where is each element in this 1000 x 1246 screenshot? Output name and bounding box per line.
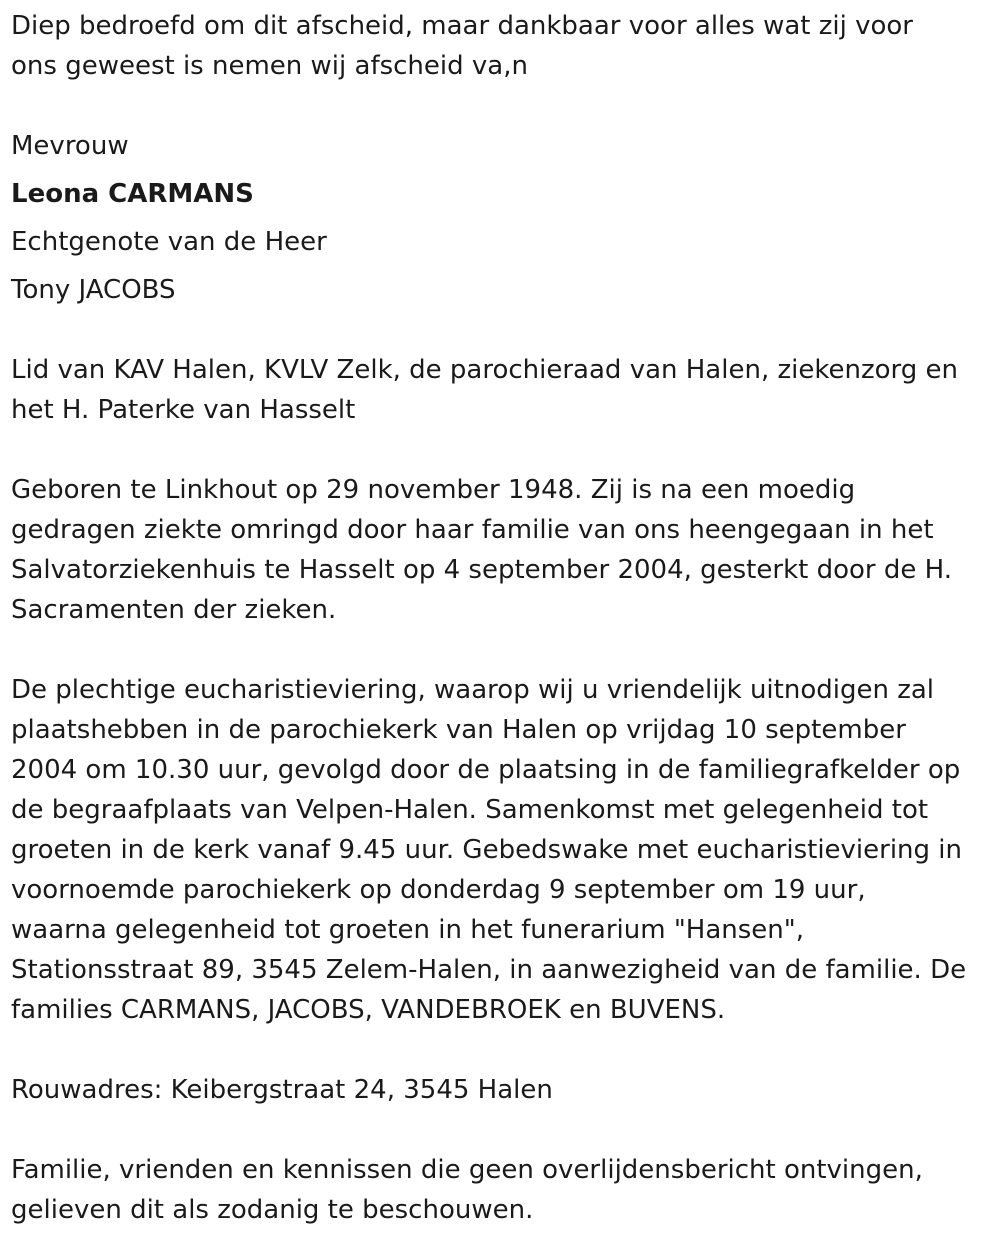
spouse-name: Tony JACOBS xyxy=(11,275,176,305)
spouse-relation: Echtgenote van de Heer xyxy=(11,227,327,257)
obituary-text xyxy=(11,6,991,1230)
ceremony-paragraph: De plechtige eucharistieviering, waarop wij u vriendelijk uitnodigen zal plaatshebben in de parochiekerk van Halen op vrijdag 10 september 2004 om 10.30 uur, gevolgd door de plaatsing in de familiegrafkelder op de begraafplaats van Velpen-Halen. Samenkomst met gelegenheid tot groeten in de kerk vanaf 9.45 uur. Gebedswake met eucharistieviering in voornoemde parochiekerk op donderdag 9 september om 19 uur, waarna gelegenheid tot groeten in het funerarium "Hansen", Stationsstraat 89, 3545 Zelem-Halen, in aanwezigheid van de familie. De families CARMANS, JACOBS, VANDEBROEK en BUVENS. xyxy=(11,675,967,1025)
deceased-name: Leona CARMANS xyxy=(11,179,254,209)
mourning-address: Rouwadres: Keibergstraat 24, 3545 Halen xyxy=(11,1075,553,1105)
intro-paragraph: Diep bedroefd om dit afscheid, maar dankbaar voor alles wat zij voor ons geweest is nemen wij afscheid va,n xyxy=(11,11,913,81)
deceased-title: Mevrouw xyxy=(11,131,129,161)
birth-death-paragraph: Geboren te Linkhout op 29 november 1948. Zij is na een moedig gedragen ziekte omringd door haar familie van ons heengegaan in het Salvatorziekenhuis te Hasselt op 4 september 2004, gesterkt door de H. Sacramenten der zieken. xyxy=(11,475,952,625)
closing-paragraph: Familie, vrienden en kennissen die geen overlijdensbericht ontvingen, gelieven dit als zodanig te beschouwen. xyxy=(11,1155,923,1225)
membership-paragraph: Lid van KAV Halen, KVLV Zelk, de parochieraad van Halen, ziekenzorg en het H. Paterke van Hasselt xyxy=(11,355,958,425)
